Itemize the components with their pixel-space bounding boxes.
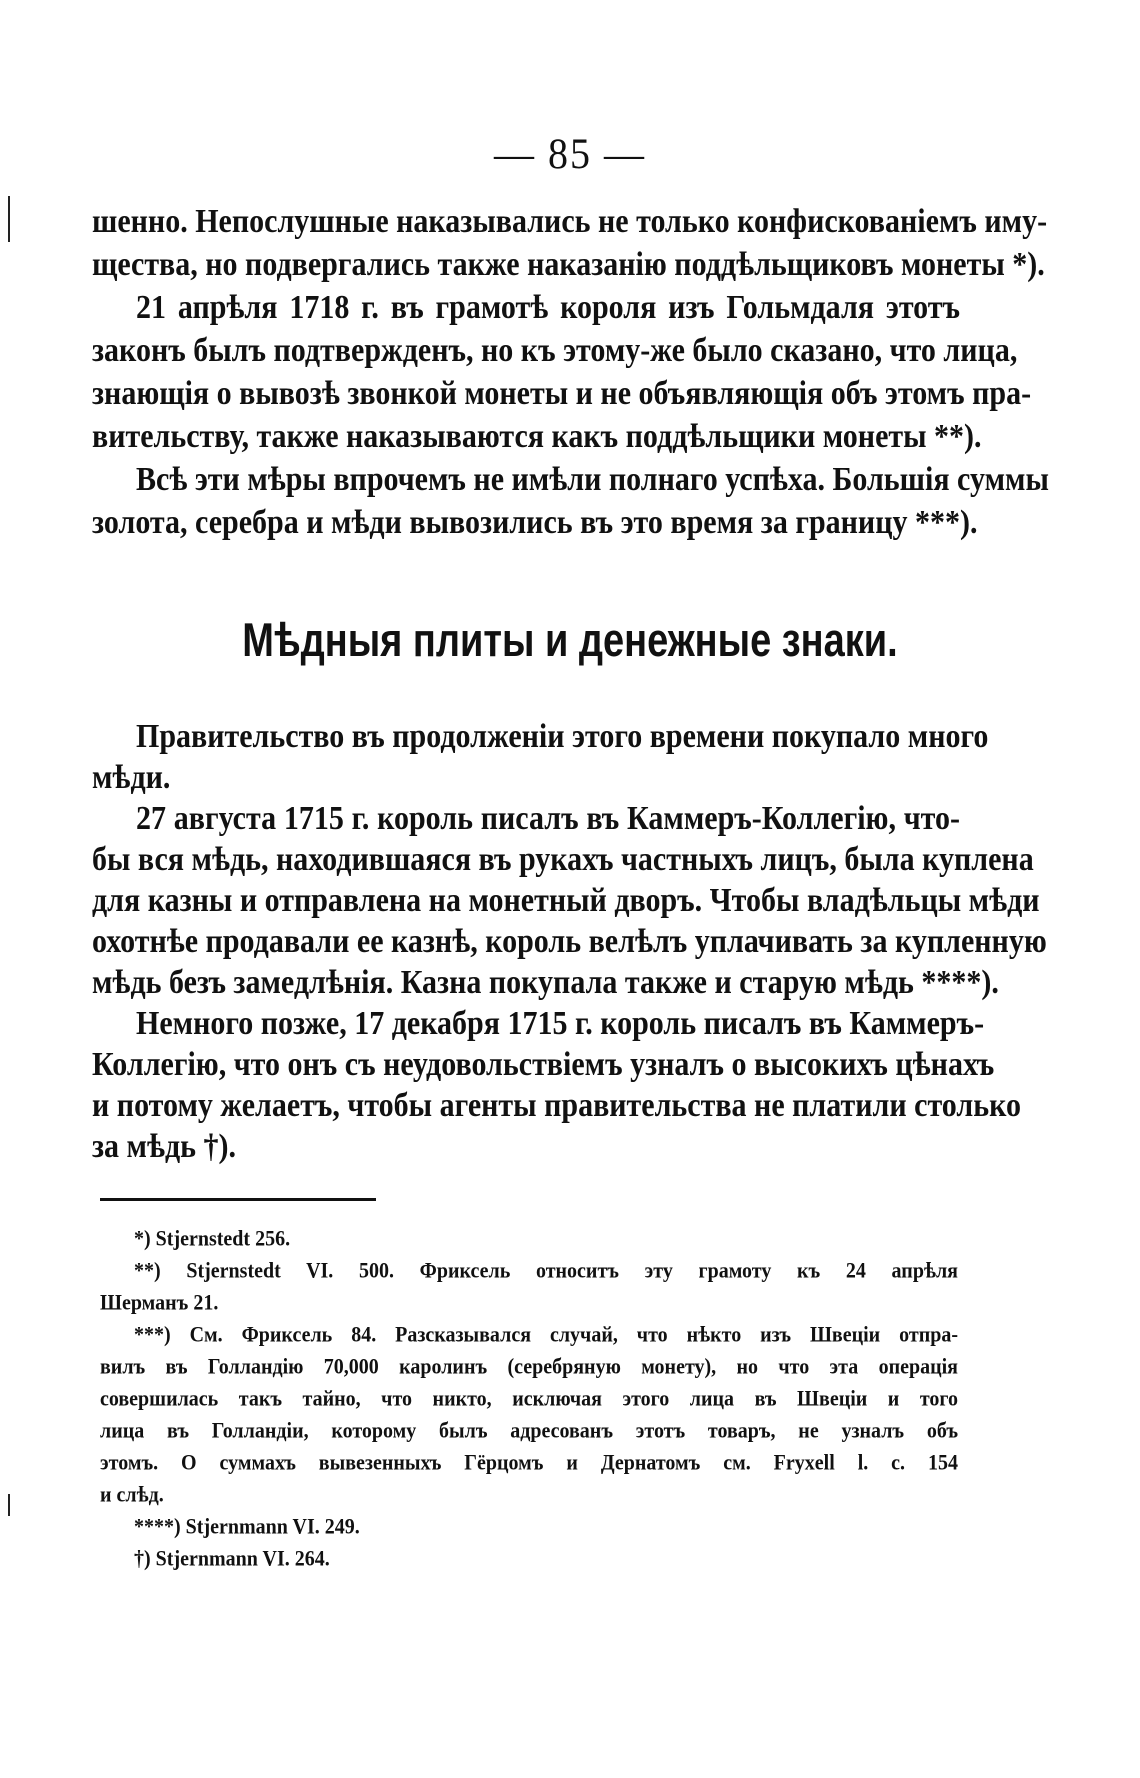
text-line: Всѣ эти мѣры впрочемъ не имѣли полнаго успѣха. Большія суммы <box>136 461 1049 498</box>
text-line: за мѣдь †). <box>92 1128 237 1165</box>
footnote-line: вилъ въ Голландію 70,000 каролинъ (серебряную монету), но что эта операція <box>100 1354 958 1380</box>
footnote-separator <box>100 1198 376 1201</box>
footnote-line: совершилась такъ тайно, что никто, исключая этого лица въ Швеціи и того <box>100 1386 958 1412</box>
text-line: 21 апрѣля 1718 г. въ грамотѣ короля изъ Гольмдаля этотъ <box>136 289 960 326</box>
text-line: золота, серебра и мѣди вывозились въ это время за границу ***). <box>92 504 978 541</box>
text-line: для казны и отправлена на монетный дворъ. Чтобы владѣльцы мѣди <box>92 882 1040 919</box>
text-line: бы вся мѣдь, находившаяся въ рукахъ частныхъ лицъ, была куплена <box>92 841 1034 878</box>
text-line: знающія о вывозѣ звонкой монеты и не объявляющія объ этомъ пра- <box>92 375 1032 412</box>
footnote-line: **) Stjernstedt VI. 500. Фриксель относитъ эту грамоту къ 24 апрѣля <box>134 1258 958 1284</box>
footnote-line: этомъ. О суммахъ вывезенныхъ Гёрцомъ и Дернатомъ см. Fryxell l. c. 154 <box>100 1450 958 1476</box>
footnote-line: Шерманъ 21. <box>100 1290 219 1316</box>
footnote-line: ***) См. Фриксель 84. Разсказывался случай, что нѣкто изъ Швеціи отпра- <box>134 1322 958 1348</box>
text-line: щества, но подвергались также наказанію поддѣльщиковъ монеты *). <box>92 246 1045 283</box>
footnotes-block <box>100 1223 958 1575</box>
text-line: Немного позже, 17 декабря 1715 г. король писалъ въ Каммеръ- <box>136 1005 985 1042</box>
text-line: и потому желаетъ, чтобы агенты правительства не платили столько <box>92 1087 1021 1124</box>
section-heading: Мѣдныя плиты и денежные знаки. <box>242 614 898 668</box>
text-line: Коллегію, что онъ съ неудовольствіемъ узналъ о высокихъ цѣнахъ <box>92 1046 995 1083</box>
text-line: мѣди. <box>92 759 171 796</box>
footnote-line: ****) Stjernmann VI. 249. <box>134 1514 360 1540</box>
text-line: мѣдь безъ замедлѣнія. Казна покупала также и старую мѣдь ****). <box>92 964 999 1001</box>
body-text-block <box>92 716 1047 1167</box>
text-line: 27 августа 1715 г. король писалъ въ Каммеръ-Коллегію, что- <box>136 800 960 837</box>
top-text-block <box>92 200 1049 544</box>
margin-mark <box>8 1494 10 1516</box>
text-line: законъ былъ подтвержденъ, но къ этому-же было сказано, что лица, <box>92 332 1018 369</box>
footnote-line: и слѣд. <box>100 1482 164 1508</box>
margin-mark <box>8 196 10 242</box>
footnote-line: †) Stjernmann VI. 264. <box>134 1546 330 1572</box>
footnote-line: *) Stjernstedt 256. <box>134 1226 291 1252</box>
page-number: — 85 — <box>494 129 646 178</box>
text-line: шенно. Непослушные наказывались не только конфискованіемъ иму- <box>92 203 1048 240</box>
text-line: вительству, также наказываются какъ поддѣльщики монеты **). <box>92 418 982 455</box>
footnote-line: лица въ Голландіи, которому былъ адресованъ этотъ товаръ, не узналъ объ <box>100 1418 958 1444</box>
text-line: Правительство въ продолженіи этого времени покупало много <box>136 718 989 755</box>
text-line: охотнѣе продавали ее казнѣ, король велѣлъ уплачивать за купленную <box>92 923 1047 960</box>
